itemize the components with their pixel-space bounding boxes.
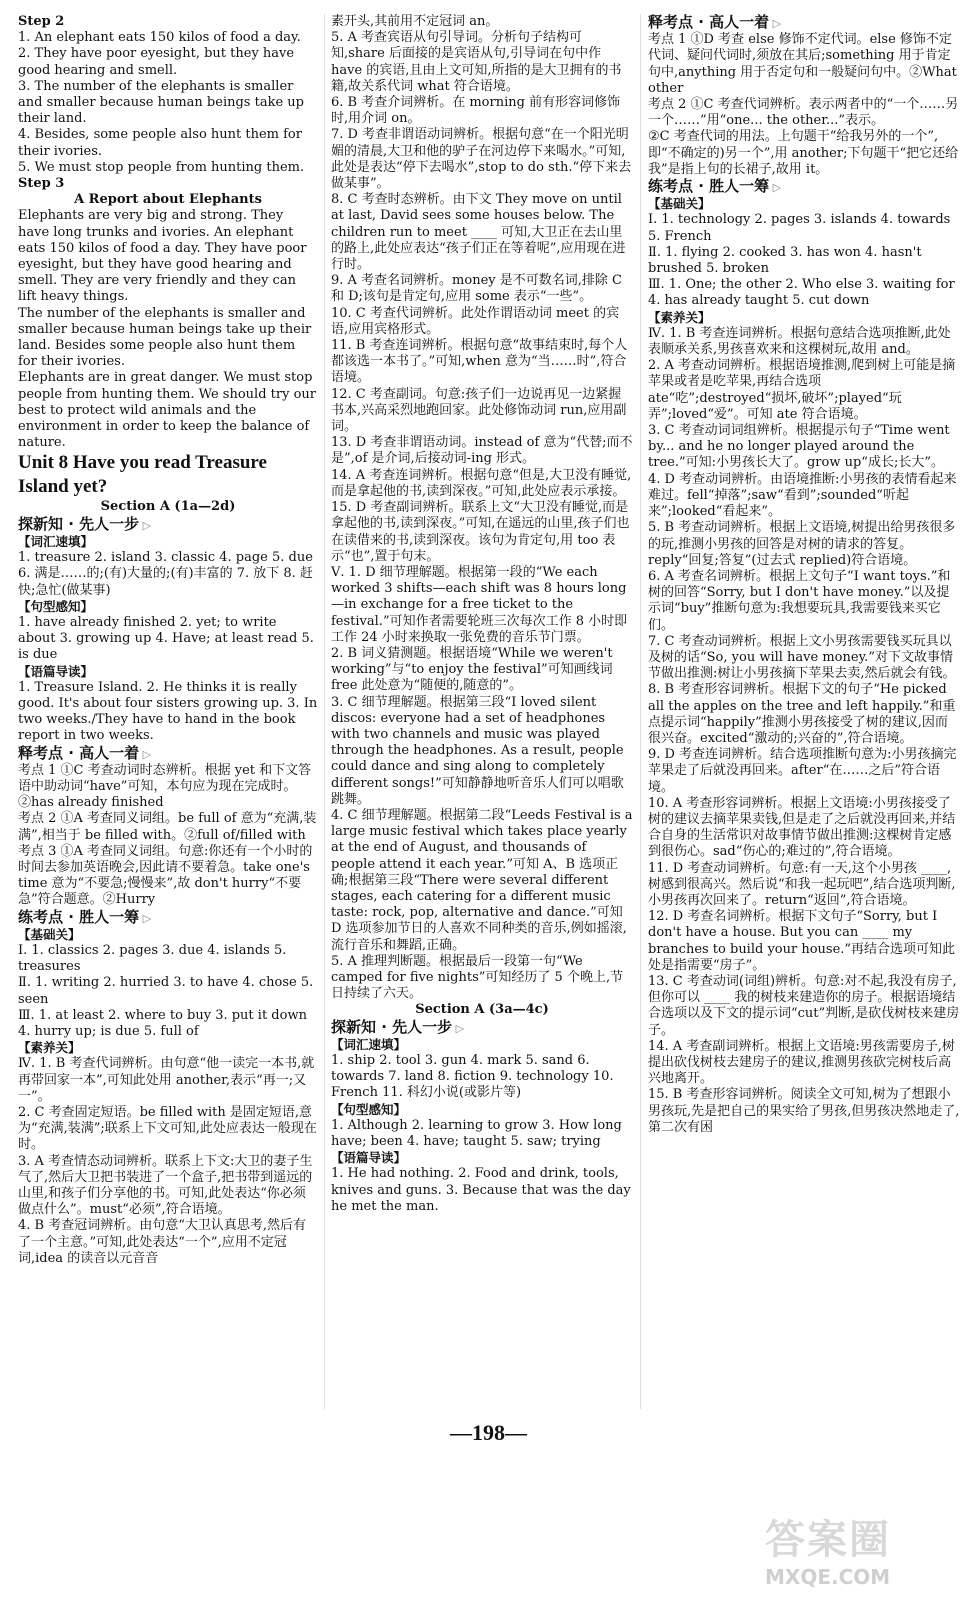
answer-line: 9. D 考查连词辨析。结合选项推断句意为:小男孩摘完苹果走了后就没再回来。after“在……之后”符合语境。	[648, 747, 957, 795]
answer-line: 素开头,其前用不定冠词 an。	[331, 14, 499, 29]
answer-line: 12. D 考查名词辨析。根据下文句子“Sorry, but I don't have a house. But you can ____ my branches to build your house.”再结合选项可知此处是指需要“房子”。	[648, 909, 956, 973]
answer-line: 13. D 考查非谓语动词。instead of 意为“代替;而不是”,of 是介词,后接动词-ing 形式。	[331, 435, 633, 467]
answer-line: Ⅰ. 1. classics 2. pages 3. due 4. islands 5. treasures	[18, 942, 287, 975]
answer-column-left	[18, 14, 318, 1267]
answer-line: 2. C 考查固定短语。be filled with 是固定短语,意为“充满,装满”;联系上下文可知,此处应表达一般现在时。	[18, 1105, 317, 1153]
answer-line: Ⅳ. 1. B 考查连词辨析。根据句意结合选项推断,此处表顺承关系,男孩喜欢来和这棵树玩,故用 and。	[648, 325, 951, 358]
sub-heading: 【素养关】	[18, 1040, 81, 1056]
answer-line: 15. D 考查副词辨析。联系上文“大卫没有睡觉,而是拿起他的书,读到深夜。”可知,在遥远的山里,孩子们也在读借来的书,读到深夜。该句为肯定句,用 too 表示“也”,置于句末。	[331, 500, 630, 564]
part-heading: 探新知 · 先人一步 ▷	[331, 1019, 633, 1037]
answer-line: 5. A 推理判断题。根据最后一段第一句“We camped for five nights”可知经历了 5 个晚上,节日持续了六天。	[331, 953, 624, 1002]
watermark-logo	[765, 1508, 970, 1588]
answer-line: 3. C 考查动词词组辨析。根据提示句子“Time went by... and he no longer played around the tree.”可知:小男孩长大了。grow up“成长;长大”。	[648, 423, 950, 471]
column-divider	[324, 14, 325, 1409]
answer-line: Ⅲ. 1. at least 2. where to buy 3. put it down 4. hurry up; is due 5. full of	[18, 1007, 307, 1039]
answer-line: 6. A 考查名词辨析。根据上文句子“I want toys.”和树的回答“Sorry, but I don't have money.”以及提示词“buy”推断句意为:我想要玩具,我需要钱来买它们。	[648, 568, 951, 633]
section-heading: Section A (3a—4c)	[415, 1002, 549, 1018]
part-heading: 探新知 · 先人一步 ▷	[18, 516, 318, 534]
answer-line: 10. A 考查形容词辨析。根据上文语境:小男孩接受了树的建议去摘苹果卖钱,但是走了之后就没再回来,并结合自身的生活常识对故事情节做出推测:这棵树肯定感到很伤心。sad“伤心的;难过的”,符合语境。	[648, 795, 956, 860]
answer-column-right	[648, 14, 960, 1136]
answer-line: 13. C 考查动词(词组)辨析。句意:对不起,我没有房子,但你可以 ____ 我的树枝来建造你的房子。根据语境结合选项以及下文的提示词“cut”判断,是砍伐树枝来建房子。	[648, 973, 960, 1038]
part-heading: 释考点 · 高人一着 ▷	[648, 14, 960, 32]
answer-line: 1. treasure 2. island 3. classic 4. page 5. due 6. 满是……的;(有)大量的;(有)丰富的 7. 放下 8. 赶快;急忙(做某事)	[18, 550, 313, 598]
answer-line: 3. A 考查情态动词辨析。联系上下文:大卫的妻子生气了,然后大卫把书装进了一个盒子,把书带到遥远的山里,和孩子们分享他的书。可知,此处表达“你必须做点什么”。must“必须”,符合语境。	[18, 1153, 313, 1218]
sub-heading: 【基础关】	[648, 196, 711, 212]
answer-line: 7. C 考查动词辨析。根据上文小男孩需要钱买玩具以及树的话“So, you will have money.”对下文故事情节做出推测:树让小男孩摘下苹果去卖,然后就会有钱。	[648, 633, 956, 682]
sub-heading: 【句型感知】	[18, 598, 94, 614]
answer-line: 考点 1 ①C 考查动词时态辨析。根据 yet 和下文答语中助动词“have”可知，本句应为现在完成时。②has already finished	[18, 762, 312, 811]
sub-heading: 【基础关】	[18, 926, 81, 942]
sub-heading: 【句型感知】	[331, 1101, 407, 1117]
answer-line: Ⅱ. 1. writing 2. hurried 3. to have 4. chose 5. seen	[18, 975, 314, 1007]
step-heading: Step 2	[18, 14, 65, 29]
answer-column-middle	[331, 14, 633, 1215]
answer-line: 1. Although 2. learning to grow 3. How long have; been 4. have; taught 5. saw; trying	[331, 1117, 622, 1150]
answer-line: Elephants are very big and strong. They have long trunks and ivories. An elephant eats 150 kilos of food a day. They have poor eyesight, but they have good hearing and smell. They are very friendly and they can lift heavy things.	[18, 208, 307, 305]
part-heading: 释考点 · 高人一着 ▷	[18, 745, 318, 763]
answer-line: 3. C 细节理解题。根据第三段“I loved silent discos: everyone had a set of headphones with two channels and music was played through the headphones. As a result, people could dance and sing along to completely different songs!”可知静静地听音乐人们可以唱歌跳舞。	[331, 694, 624, 807]
answer-line: 考点 1 ①D 考查 else 修饰不定代词。else 修饰不定代词、疑问代词时,须放在其后;something 用于肯定句中,anything 用于否定句和一般疑问句中。②What other	[648, 32, 957, 96]
answer-line: 1. have already finished 2. yet; to write about 3. growing up 4. Have; at least read 5. is due	[18, 614, 314, 663]
page-number: —198—	[450, 1420, 527, 1445]
answer-line: 2. A 考查动词辨析。根据语境推测,爬到树上可能是摘苹果或者是吃苹果,再结合选项 ate“吃”;destroyed“损坏,破坏”;played“玩弄”;loved“爱”。可知 ate 符合语境。	[648, 358, 956, 422]
answer-line: 1. He had nothing. 2. Food and drink, tools, knives and guns. 3. Because that was the day he met the man.	[331, 1166, 631, 1214]
sub-heading: 【素养关】	[648, 309, 711, 325]
answer-line: 3. The number of the elephants is smaller and smaller because human beings take up their land.	[18, 78, 304, 127]
answer-line: Ⅱ. 1. flying 2. cooked 3. has won 4. hasn't brushed 5. broken	[648, 244, 922, 277]
answer-line: Ⅰ. 1. technology 2. pages 3. islands 4. towards 5. French	[648, 212, 951, 244]
answer-line: 4. C 细节理解题。根据第二段“Leeds Festival is a large music festival which takes place yearly at the end of August, and thousands of people attend it each year.”可知 A、B 选项正确;根据第三段“There were several different stages, each catering for a different music taste: rock, pop, alternative and dance.”可知 D 选项参加节日的人喜欢不同种类的音乐,例如摇滚,流行音乐和舞蹈,正确。	[331, 807, 633, 953]
answer-line: 11. B 考查连词辨析。根据句意“故事结束时,每个人都该选一本书了。”可知,when 意为“当……时”,符合语境。	[331, 338, 628, 386]
answer-line: 15. B 考查形容词辨析。阅读全文可知,树为了想跟小男孩玩,先是把自己的果实给了男孩,但男孩决然地走了,第二次有困	[648, 1087, 960, 1135]
sub-heading: 【词汇速填】	[331, 1036, 407, 1052]
answer-line: ②C 考查代词的用法。上句题干“给我另外的一个”,即“不确定的)另一个”,用 another;下句题干“把它还给我”是指上句的长裙子,故用 it。	[648, 129, 959, 177]
sub-heading: 【词汇速填】	[18, 533, 94, 549]
answer-line: 考点 3 ①A 考查同义词组。句意:你还有一个小时的时间去参加英语晚会,因此请不要着急。take one's time 意为“不要急;慢慢来”,故 don't hurry“不要急”符合题意。②Hurry	[18, 843, 313, 908]
answer-line: 1. ship 2. tool 3. gun 4. mark 5. sand 6. towards 7. land 8. fiction 9. technology 10. French 11. 科幻小说(或影片等)	[331, 1053, 614, 1101]
answer-line: 9. A 考查名词辨析。money 是不可数名词,排除 C 和 D;该句是肯定句,应用 some 表示“一些”。	[331, 273, 622, 305]
answer-line: 14. A 考查连词辨析。根据句意“但是,大卫没有睡觉,而是拿起他的书,读到深夜。”可知,此处应表示承接。	[331, 467, 632, 499]
answer-line: 11. D 考查动词辨析。句意:有一天,这个小男孩 ____,树感到很高兴。然后说“和我一起玩吧”,结合选项判断,小男孩再次回来了。return“返回”,符合语境。	[648, 860, 956, 908]
answer-line: 8. B 考查形容词辨析。根据下文的句子“He picked all the apples on the tree and left happily.”和重点提示词“happily”推测小男孩接受了树的建议,因而很兴奋。excited“激动的;兴奋的”,符合语境。	[648, 682, 956, 746]
answer-line: 1. An elephant eats 150 kilos of food a day.	[18, 30, 301, 46]
answer-line: 10. C 考查代词辨析。此处作谓语动词 meet 的宾语,应用宾格形式。	[331, 305, 620, 337]
answer-line: The number of the elephants is smaller and smaller because human beings take up their land. Besides some people also hunt them for their ivories.	[18, 305, 312, 370]
step-heading: Step 3	[18, 176, 65, 192]
sub-heading: 【语篇导读】	[18, 663, 94, 679]
answer-line: 5. A 考查宾语从句引导词。分析句子结构可知,share 后面接的是宾语从句,引导词在句中作 have 的宾语,且由上文可知,所指的是大卫拥有的书籍,故关系代词 what 符合语境。	[331, 30, 622, 94]
answer-line: 考点 2 ①C 考查代词辨析。表示两者中的“一个……另一个……”用“one... the other...”表示。	[648, 97, 959, 129]
answer-line: 6. B 考查介词辨析。在 morning 前有形容词修饰时,用介词 on。	[331, 95, 621, 127]
answer-line: 4. B 考查冠词辨析。由句意“大卫认真思考,然后有了一个主意。”可知,此处表达“一个”,应用不定冠词,idea 的读音以元音音	[18, 1218, 306, 1266]
answer-line: Elephants are in great danger. We must stop people from hunting them. We should try our best to protect wild animals and the environment in order to keep the balance of nature.	[18, 370, 316, 451]
answer-line: 1. Treasure Island. 2. He thinks it is really good. It's about four sisters growing up. 3. In two weeks./They have to hand in the book report in two weeks.	[18, 679, 318, 744]
answer-line: 2. B 词义猜测题。根据语境“While we weren't working”与“to enjoy the festival”可知画线词 free 此处意为“随便的,随意的”。	[331, 645, 613, 694]
answer-line: Ⅳ. 1. B 考查代词辨析。由句意“他一读完一本书,就再带回家一本”,可知此处用 another,表示“再一;又一”。	[18, 1056, 315, 1104]
answer-line: 14. A 考查副词辨析。根据上文语境:男孩需要房子,树提出砍伐树枝去建房子的建议,推测男孩砍完树枝后高兴地离开。	[648, 1038, 955, 1087]
watermark-text: 答案圈	[765, 1517, 891, 1563]
unit-title: Unit 8 Have you read Treasure Island yet?	[18, 452, 267, 498]
answer-line: Ⅴ. 1. D 细节理解题。根据第一段的“We each worked 3 shifts—each shift was 8 hours long—in exchange for a free ticket to the festival.”可知作者需要轮班三次每次工作 8 小时即工作 24 小时来换取一张免费的音乐节门票。	[331, 564, 628, 645]
part-heading: 练考点 · 胜人一筹 ▷	[18, 909, 318, 927]
answer-line: 5. B 考查动词辨析。根据上文语境,树提出给男孩很多的玩,推测小男孩的回答是对树的请求的答复。reply“回复;答复”(过去式 replied)符合语境。	[648, 520, 956, 568]
section-heading: A Report about Elephants	[74, 192, 262, 208]
answer-line: 考点 2 ①A 考查同义词组。be full of 意为“充满,装满”,相当于 be filled with。②full of/filled with	[18, 811, 317, 843]
answer-line: 4. D 考查动词辨析。由语境推断:小男孩的表情看起来难过。fell“掉落”;saw“看到”;sounded“听起来”;looked“看起来”。	[648, 471, 957, 520]
watermark-url: MXQE.COM	[765, 1565, 891, 1589]
answer-line: 2. They have poor eyesight, but they have good hearing and smell.	[18, 46, 295, 78]
answer-line: 8. C 考查时态辨析。由下文 They move on until at last, David sees some houses below. The children run to meet ____ 可知,大卫正在去山里的路上,此处应表达“孩子们正在等着呢”,应用现在进行时。	[331, 192, 626, 273]
answer-line: 7. D 考查非谓语动词辨析。根据句意“在一个阳光明媚的清晨,大卫和他的驴子在河边停下来喝水。”可知,此处是表达“停下去喝水”,stop to do sth.“停下来去做某事”。	[331, 127, 632, 192]
column-divider	[640, 14, 641, 1409]
answer-line: Ⅲ. 1. One; the other 2. Who else 3. waiting for 4. has already taught 5. cut down	[648, 277, 955, 309]
section-heading: Section A (1a—2d)	[100, 499, 236, 515]
answer-line: 12. C 考查副词。句意:孩子们一边说再见一边紧握书本,兴高采烈地跑回家。此处修饰动词 run,应用副词。	[331, 386, 627, 435]
answer-line: 5. We must stop people from hunting them.	[18, 159, 305, 175]
sub-heading: 【语篇导读】	[331, 1150, 407, 1166]
answer-line: 4. Besides, some people also hunt them for their ivories.	[18, 127, 302, 159]
part-heading: 练考点 · 胜人一筹 ▷	[648, 178, 960, 196]
